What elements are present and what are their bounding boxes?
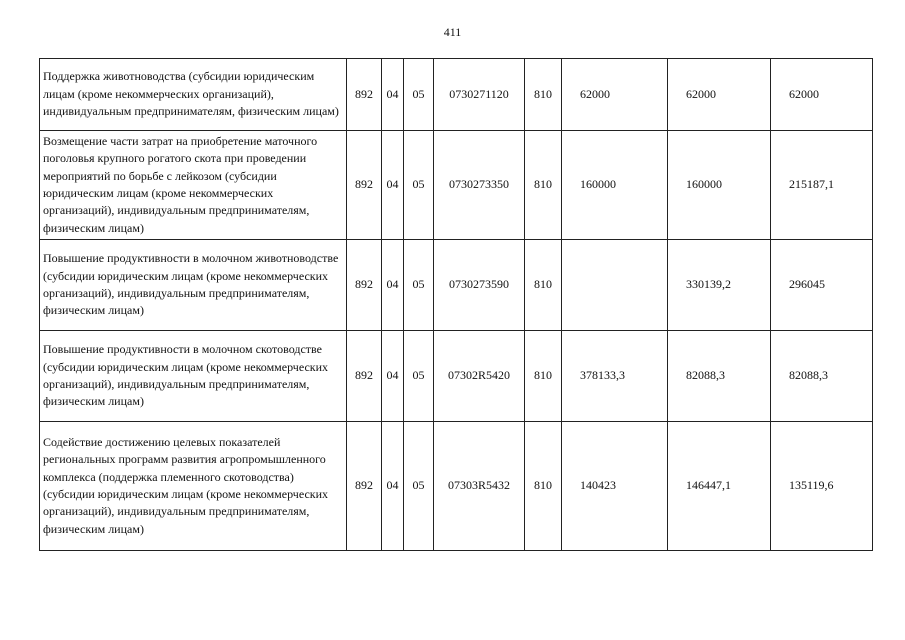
table-row [40, 131, 873, 240]
ministry-code: 892 [347, 131, 382, 240]
amount-3: 62000 [771, 59, 873, 131]
subsection-code: 05 [404, 422, 434, 551]
subsection-code: 05 [404, 131, 434, 240]
target-article-code: 07302R5420 [434, 331, 525, 422]
amount-3: 296045 [771, 240, 873, 331]
ministry-code: 892 [347, 422, 382, 551]
section-code: 04 [382, 422, 404, 551]
row-name: Поддержка животноводства (субсидии юридическим лицам (кроме некоммерческих организаций), индивидуальным предпринимателям, физическим лицам) [40, 59, 347, 131]
section-code: 04 [382, 59, 404, 131]
amount-1 [562, 240, 668, 331]
amount-2: 62000 [668, 59, 771, 131]
row-name: Повышение продуктивности в молочном скотоводстве (субсидии юридическим лицам (кроме некоммерческих организаций), индивидуальным предпринимателям, физическим лицам) [40, 331, 347, 422]
amount-2: 82088,3 [668, 331, 771, 422]
target-article-code: 0730273590 [434, 240, 525, 331]
table-row [40, 331, 873, 422]
section-code: 04 [382, 331, 404, 422]
ministry-code: 892 [347, 240, 382, 331]
page-number: 411 [443, 25, 462, 39]
amount-2: 160000 [668, 131, 771, 240]
section-code: 04 [382, 240, 404, 331]
amount-3: 215187,1 [771, 131, 873, 240]
expense-type-code: 810 [525, 422, 562, 551]
subsection-code: 05 [404, 59, 434, 131]
table-row [40, 422, 873, 551]
expense-type-code: 810 [525, 59, 562, 131]
row-name: Возмещение части затрат на приобретение маточного поголовья крупного рогатого скота при проведении мероприятий по борьбе с лейкозом (субсидии юридическим лицам (кроме некоммерческих организаций), индивидуальным предпринимателям, физическим лицам) [40, 131, 347, 240]
row-name: Содействие достижению целевых показателей региональных программ развития агропромышленного комплекса (поддержка племенного скотоводства) (субсидии юридическим лицам (кроме некоммерческих организаций), индивидуальным предпринимателям, физическим лицам) [40, 422, 347, 551]
target-article-code: 07303R5432 [434, 422, 525, 551]
ministry-code: 892 [347, 59, 382, 131]
table-row [40, 240, 873, 331]
expense-type-code: 810 [525, 331, 562, 422]
section-code: 04 [382, 131, 404, 240]
target-article-code: 0730271120 [434, 59, 525, 131]
amount-1: 140423 [562, 422, 668, 551]
amount-3: 135119,6 [771, 422, 873, 551]
amount-1: 160000 [562, 131, 668, 240]
row-name: Повышение продуктивности в молочном животноводстве (субсидии юридическим лицам (кроме некоммерческих организаций), индивидуальным предпринимателям, физическим лицам) [40, 240, 347, 331]
subsection-code: 05 [404, 331, 434, 422]
expense-type-code: 810 [525, 131, 562, 240]
amount-3: 82088,3 [771, 331, 873, 422]
expense-type-code: 810 [525, 240, 562, 331]
subsection-code: 05 [404, 240, 434, 331]
amount-2: 330139,2 [668, 240, 771, 331]
target-article-code: 0730273350 [434, 131, 525, 240]
amount-1: 62000 [562, 59, 668, 131]
table-row [40, 59, 873, 131]
amount-2: 146447,1 [668, 422, 771, 551]
ministry-code: 892 [347, 331, 382, 422]
budget-table [39, 58, 873, 551]
amount-1: 378133,3 [562, 331, 668, 422]
